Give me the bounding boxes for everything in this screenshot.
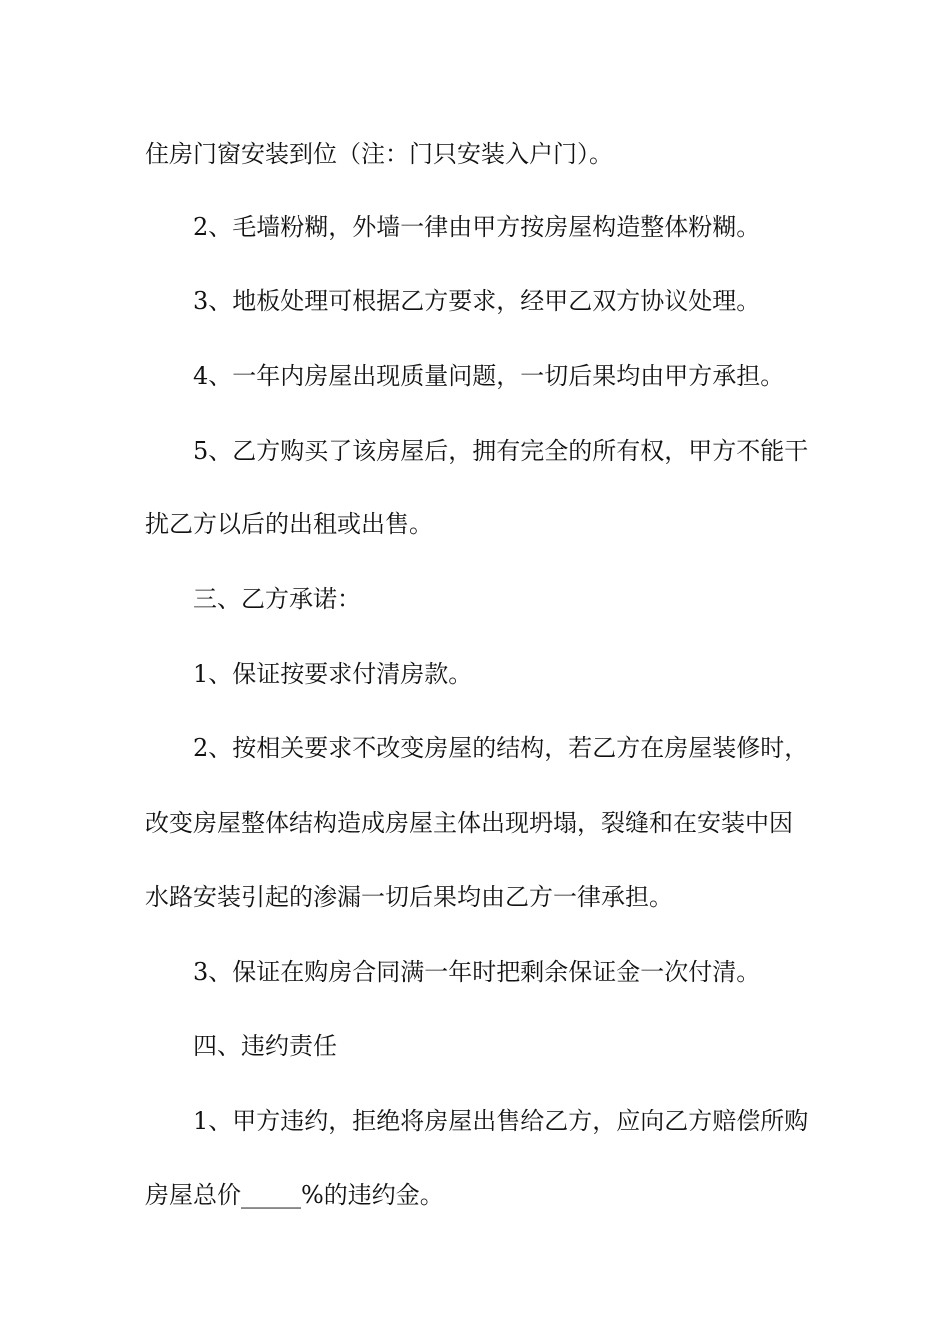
section-heading-party-b-commitments: 三、乙方承诺：	[193, 585, 361, 613]
clause-2-plastering: 2、毛墙粉糊，外墙一律由甲方按房屋构造整体粉糊。	[193, 213, 761, 241]
commitment-2-structure-cont-1: 改变房屋整体结构造成房屋主体出现坍塌，裂缝和在安装中因	[145, 809, 793, 837]
commitment-2-structure-cont-2: 水路安装引起的渗漏一切后果均由乙方一律承担。	[145, 883, 673, 911]
paragraph-line-continuation: 住房门窗安装到位（注：门只安装入户门）。	[145, 140, 613, 168]
clause-5-ownership-cont: 扰乙方以后的出租或出售。	[145, 510, 433, 538]
commitment-3-deposit: 3、保证在购房合同满一年时把剩余保证金一次付清。	[193, 958, 761, 986]
clause-3-flooring: 3、地板处理可根据乙方要求，经甲乙双方协议处理。	[193, 287, 761, 315]
commitment-1-payment: 1、保证按要求付清房款。	[193, 660, 473, 688]
commitment-2-structure: 2、按相关要求不改变房屋的结构，若乙方在房屋装修时，	[193, 734, 809, 762]
liability-1-party-a: 1、甲方违约，拒绝将房屋出售给乙方，应向乙方赔偿所购	[193, 1107, 809, 1135]
clause-4-quality: 4、一年内房屋出现质量问题，一切后果均由甲方承担。	[193, 362, 785, 390]
liability-1-party-a-cont: 房屋总价_____%的违约金。	[145, 1181, 444, 1209]
section-heading-liability: 四、违约责任	[193, 1032, 337, 1060]
clause-5-ownership: 5、乙方购买了该房屋后，拥有完全的所有权，甲方不能干	[193, 437, 809, 465]
